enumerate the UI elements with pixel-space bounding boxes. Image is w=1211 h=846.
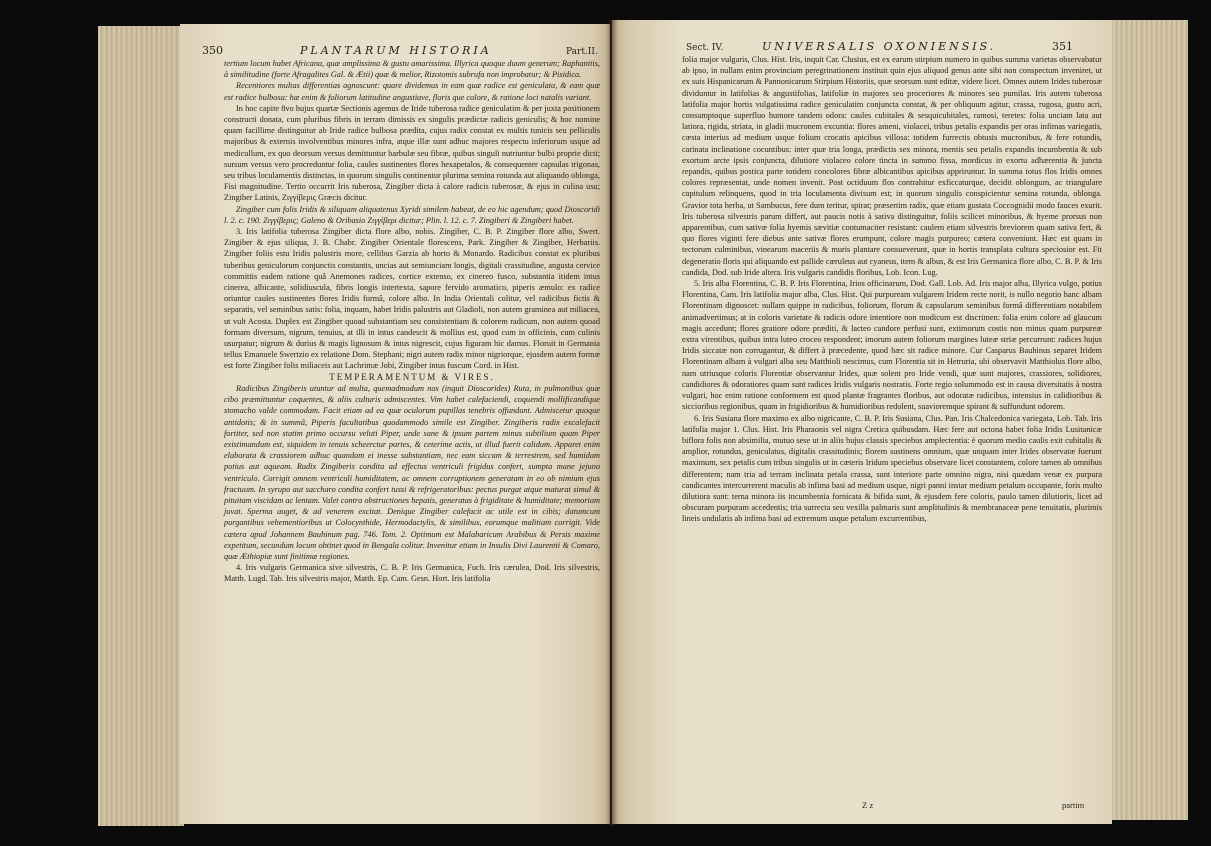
paragraph: Zingiber cum folis Iridis & siliquam aliquatenus Xyridi similem habeat, de eo hic agendum; quod Dioscoridi l. 2. c. 190. Ζιγγίβερις; Galeno & Oribasio Ζιγγίβερι dicitur; Plin. l. 12. c. 7. Zingiberi & Zingiberi habet. xyxy=(224,204,600,225)
right-page xyxy=(612,20,1112,824)
paragraph: Radicibus Zingiberis utuntur ad multa, quemadmodum nos (inquit Dioscorides) Ruta, in pulmonibus quæ cibo præmittuntur coquentes, & aliis culturis admiscentes. Vim habet calefaciendi, coquendi mollificandique stomacho valde commodam. Facit etiam ad ea quæ oculorum pupillas tenebris offundunt. Admiscetur quoque antidotis; & in summâ, Piperis facultatibus quodammodo simile est Zingiber. Zingiberis radix excalefacit fortiter, sed non statim primo occursu veluti Piper, unde sane & ipsum partem minus subtilium quam Piper existimandum est, siquidem in tenuis scheerctur partes, & ceterime actis, ut illud fuerit calidum. Apparet enim elaborata & crassiorem adhuc quandam ei inesse substantiam, nec eam siccam & terrestrem, sed humidam potius aut aqueam. Radix Zingiberis condita ad effectus ventriculi frigidus confert, sumpta mane jejuno ventriculo. Corrigit omnem ventriculi humiditatem, ac omnem corruptionem generatam in eo ob nimium ejus fractuum. In syrupo aut saccharo condita confert tussi & refrigeratoribus: pectus purgat atque maturat simul & pituitam viscidam ac lentam. Valet contra obstructiones hepatis, generatas à frigiditate & humiditate; memoriam juvat. Sperma auget, & ad venerem excitat. Denique Zingiber calefacit ac utile est in cibis; datumcum purgantibus vehementioribus ut Colocynthide, Hermodactylis, & similibus, eorumque malitiam corrigit. Vide cætera apud Johannem Bauhinum pag. 746. Tom. 2. Optimum est Malabaricum Arabibus & Persis maxime expetitum, secundum locum obtinet quod in Bengala colitur. Invenitur etiam in Insulis Divi Laurentii & Comaro, quæ Æthiopiæ sunt finitimæ regiones. xyxy=(224,383,600,561)
left-page-number: 350 xyxy=(202,44,223,57)
right-page-number: 351 xyxy=(1052,40,1073,53)
left-page-edges xyxy=(98,26,184,826)
left-body-text xyxy=(224,58,600,585)
paragraph: folia major vulgaris, Clus. Hist. Iris, inquit Car. Clusius, est ex earum stirpium numero in quibus summa varietas observabatur ab ipso, in nullam enim provinciam peregrinationem instituit quin ejus aliquod genus ante sibi non conspectum inveniret, ut ex suis Hispanicarum & Pannonicarum Stirpium Historiis, quæ seorsum sunt editæ, videre licet. Omnes autem Irides tuberosæ dividuntur in latifolias & angustifolias, latifoliæ in majores seu proceriores & minores seu pumilas. Iris autem tuberosa latifolia major hortis vulgatissima radice geniculatim conjuncta constat, & per obliquum agitur, crassa, rugosa, gustu acri, consumptoque superfluo humore tandem odora: caules cubitales & sesquicubitales, ramosi, teretes: folia unciam lata aut latiora, rigida, striata, in gladii mucronem excuntia: flores ameni, violacei, tribus petalis expandis per oras infimas variegatis, cæsta interius ad medium usque folium crocatis apicibus villosa: totidem furrectis obtusis mucronibus, & fere rotundis, carinata inclinatione cocuntibus: inter quæ tria longa, prædictis sex minora, mentis seu petalis expandis incumbentia & sub exortum arcte ipsis conjuncta, dilutiore violaceo colore tincta in summo fissa, mordicus in exortu adhærentia & juncta repandis, quibus postica parte totidem concolores fibræ albicantibus apicibus appriruntur. In summa totus flos Iridis omnes colores repræsentat, unde nomen invenit. Post octiduum flos contrahitur exficcaturque, decidit oblongum, ac triangulare capitulum relinquens, quod in tria loculamenta divisum est; in quorum singulis conspicientur semina rotunda, oblonga. Gravior tota herba, ut Sambucus, fere dum teritur, spirat; præsertim radix, quæ etiam gustata Coccognidii modo fauces exurit. Iris tuberosa silvestris parum differt, aut paucis notis à sativa distinguitur, foliis scilicet minoribus, & hyeme prorsus non apparentibus, cum sativæ folia hyemis sævitiæ contumaciter resistant: caulem etiam silvestris breviorem quam sativa fert, & quo flores viginti fere diebus ante sativæ flores erumpunt, colore magis purpureo; cætera conveniunt. Hæc est quam in tectorum culminibus, vinearum maceriis & muris plantare consueverunt, quæ in hortis transplata cultura speciosior est. Fit degeneratio floris qui aliquando est pallide cæruleus aut cyaneus, item & albus, & est Iris Germanica flore albo, C. B. P. & Iris candida, Dod. sub Iride altera. Iris vulgaris candidis floribus, Lob. Icon. Lug. xyxy=(682,55,1102,277)
left-page xyxy=(180,24,610,824)
catchword: partim xyxy=(1062,800,1085,810)
right-section-label: Sect. IV. xyxy=(686,43,724,53)
section-title: TEMPERAMENTUM & VIRES. xyxy=(329,371,495,382)
signature-mark: Z z xyxy=(862,800,874,810)
left-part-label: Part.II. xyxy=(566,47,598,57)
paragraph: 6. Iris Susiana flore maximo ex albo nigricante, C. B. P. Iris Susiana, Clus. Pan. Iris Chalcedonica variegata, Lob. Tab. Iris latifolia major 1. Clus. Hist. Iris Pharaonis vel nigra Cretica quibusdam. Hæc fere aut octona habet folia Iridis Lusitanicæ biflora folis non absimilia, mutuo sese ut in aliis hujus classis speciebus amplectentia: è quorum medio caulis exit cubitalis & amplior, rotundus, geniculatus, digitalis crassitudinis; florem sustinens omnium, quæ unquam inter Irides observatæ fuerunt maximum, sex petalis cum tribus singulis ut in cæteris Iridum speciebus observare licet constantem, colore tamen ab omnibus differentem; nam tria ad terram inclinata petala crassa, sunt interiore parte omnino nigra, nisi quædam venæ ex purpura candicantes intercurrerent maculis ab infima basi ad medium usque, nigri panni instar medium petalum occupante, foris multo dilutiora sunt: terna minora iis incumbentia fornicata & bifida sunt, & ejusdem fere coloris, paulo tamen dilutioris, licet ad obscuram purpuram accedentis; tria surrecta seu vexilla palmaris sunt amplitudinis & membranaceæ pene tenuitatis, plurimis lineis undulatis ab infima basi ad extremum usque petalum excurrentibus, xyxy=(682,413,1102,524)
paragraph: 3. Iris latifolia tuberosa Zingiber dicta flore albo, nobis. Zingiber, C. B. P. Zingiber flore albo, Swert. Zingiber & ejus siliqua, J. B. Chabr. Zingiber Orientale florescens, Park. Zingiber & Zingiber, Herbariis. Zingiber foliis estu Iridis palustris more, cellibus Garzia ab horto & Monardo. Radicibus constat ex pluribus tuberibus geniculorum conjunctis constantis, uncias aut semiunciam longis, digitali crassitudine, angusta cervice committis eadem ratione quâ Anemones radices, cortice extenso, ex cinereo fusco, substantia itidem intus cinerea, albicante, solidiuscula, fibris longis intertexta, sapore fervido aromatico, piperis æmulo: ex radice oriuntur caules sustinentes flores Iridis formâ, colore albo. In India Orientali colitur, vel radicibus fictis & separatis, vel seminibus satis: folia, inquam, habet Iridis palustris aut Gladioli, non autem graminea aut miliacea, ut vult Acosta. Duplex est Zingiber quoad substantiam seu consistentiam & colorem radicum, non autem quoad formam diversum, nigrum, tenuius, at illi in intus candescit & mollius est, quod cum in officinis, cum culinis usurpatur; nigrum & durius & magis lignosum & intus nigrescit, cujus figuram hic damus. Floruit in Germania tellus Emanuele Swertzio ex relatione Dom. Stephani; nigri autem radix minor nigriorque, ejusdem autem formæ est forte Zingiber folis miliaceis aut Lachrimæ Jobi, Zingiber intus fuscum Cord. in Hist. xyxy=(224,227,600,371)
paragraph: 5. Iris alba Florentina, C. B. P. Iris Florentina, Irios officinarum, Dod. Gall. Lob. Ad. Iris major alba, Illyrica vulgo, potius Florentina, Cam. Iris latifolia major alba, Clus. Hist. Qui purpuream vulgarem Iridem recte norit, is nullo negotio hanc albam Florentinam dignoscet: nullam quippe in radicibus, foliorum, florum & capsularum seminibus formâ differentiam notabilem animadvertimus; at in coloris varietate & radicis odore intentiore non modicum est discrimen: folia enim colore ad glaucum magis accedunt; flores gratiore odore præditi, & lacteo candore perfusi sunt, extimorum costis non minus quam purpureæ extra virentibus, quibus intra luteo croceo respondent; imorum autem foliorum margines luteæ striæ percurrunt: radices hujus Iridis siccatæ non corrugantur, & differt à præcedente, quod hæc sit radice minore. Cur Casparus Bauhinus separet Iridem Florentinam albam à vulgari alba seu Matthioli nescimus, cum Florentia sit in Hetruria, ubi observavit Matthiolus flore albo, nam utriusque coloris Florentiæ observantur Irides, quæ solent pro Iride vendi, quæ sunt majores, crassiores, solidiores, candidiores & odoratiores quam sunt radices Iridis vulgaris nostratis. Forte regio solummodo est in causa diversitatis à nostra vulgari, hoc enim ratione conformem est quod plantæ fragrantes floribus, aut odoratæ radicibus, intensius in calidioribus & siccioribus regionibus, quam in frigidioribus & humidioribus redolent, suavioremque spirant & suffundunt odorem. xyxy=(682,279,1102,412)
right-running-title: UNIVERSALIS OXONIENSIS. xyxy=(762,40,997,53)
right-page-edges xyxy=(1108,20,1188,820)
book-gutter xyxy=(606,20,618,826)
paragraph: Recentiores multas differentias agnoscunt: quare dividemus in eam quæ radice est geniculata, & eam quæ est radice bulbosa: hæ enim & foliorum latitudine angustiave, floris que colore, & ratione loci natalis variant. xyxy=(224,81,600,102)
paragraph: 4. Iris vulgaris Germanica sive silvestris, C. B. P. Iris Germanica, Fuch. Iris cærulea, Dod. Iris silvestris, Matth. Lugd. Tab. Iris silvestris major, Matth. Ep. Cam. Gesn. Hort. Iris latifolia xyxy=(224,563,600,584)
paragraph: tertium locum habet Africana, quæ amplissima & gustu amarissima. Illyrica quoque duum generum; Raphanitis, à similitudine (forte Afragalites Gal. & Ætii) quæ & melior, Rizotomis subrufa non improbatur; & Pisidica. xyxy=(224,59,600,80)
right-body-text xyxy=(682,54,1102,525)
left-running-title: PLANTARUM HISTORIA xyxy=(300,44,492,57)
paragraph: In hoc capite 8vo hujus quartæ Sectionis agemus de Iride tuberosa radice geniculatim & per juxta positionem constructi donata, cum pluribus fibris in terram dimissis ex singulis prædictæ radicis geniculis; & hoc nomine quam facillime distinguitur ab Iride radice bulbosa prædita, cujus radix constat ex multis tunicis seu pelliculis majoribus & externis involventibus minores infra, atque illæ sunt adhuc majores respectu inferiorum usque ad medicullum, ex quo deorsum versus demittuntur barbulæ seu fibræ, quibus singuli nutriuntur bulbi proprie dicti; sursum versus vero procreduntur folia, caules sustinentes flores hexapetalos, & consequenter capsulas trigonas, seu tribus loculamentis distinctas, in quorum singulis continentur plurima semina rotunda aut aliquando oblonga, Fisi magnitudine. Tertio occurrit Iris tuberosa, Zingiber dicta à calore radicis tuberosæ, & ejus in culina usu; Zingiber Latinis, Ζιγγίβερις Græcis dicitur. xyxy=(224,103,600,203)
